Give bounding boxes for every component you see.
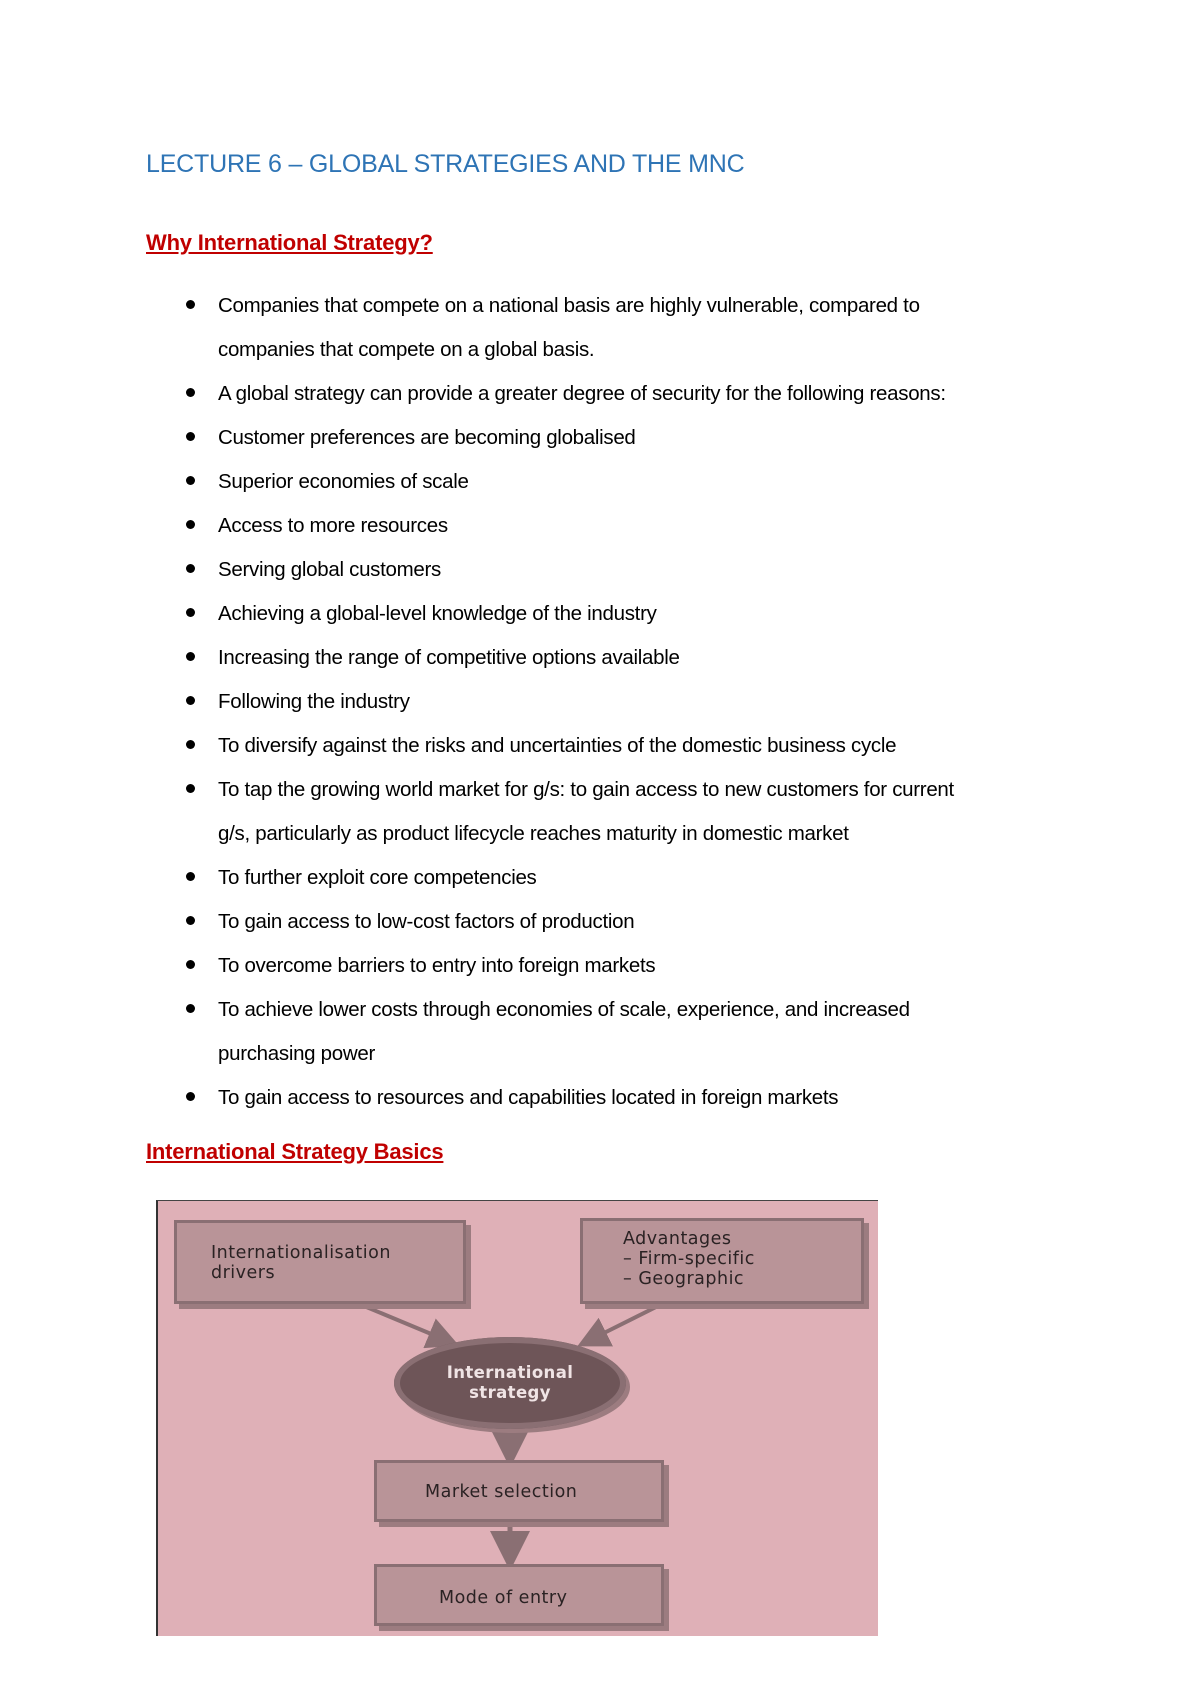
list-item: To achieve lower costs through economies of scale, experience, and increased bbox=[218, 988, 1118, 1032]
bullet-icon bbox=[186, 300, 195, 309]
bullet-icon bbox=[186, 696, 195, 705]
list-item: Access to more resources bbox=[218, 504, 1118, 548]
list-item: Companies that compete on a national basis are highly vulnerable, compared to bbox=[218, 284, 1118, 328]
bullet-icon bbox=[186, 916, 195, 925]
list-item: Customer preferences are becoming globalised bbox=[218, 416, 1118, 460]
bullet-icon bbox=[186, 652, 195, 661]
market-selection-box: Market selection bbox=[374, 1460, 664, 1522]
bullet-icon bbox=[186, 520, 195, 529]
bullet-icon bbox=[186, 872, 195, 881]
bullet-icon bbox=[186, 432, 195, 441]
list-item: To overcome barriers to entry into foreign markets bbox=[218, 944, 1118, 988]
internationalisation-drivers-box: Internationalisation drivers bbox=[174, 1220, 466, 1304]
list-item: To further exploit core competencies bbox=[218, 856, 1118, 900]
section-heading-why-international-strategy: Why International Strategy? bbox=[146, 230, 433, 255]
list-item: Superior economies of scale bbox=[218, 460, 1118, 504]
advantages-box: Advantages – Firm-specific – Geographic bbox=[580, 1218, 864, 1304]
arrow-drivers-to-strategy bbox=[364, 1306, 448, 1341]
list-item: To diversify against the risks and uncertainties of the domestic business cycle bbox=[218, 724, 1118, 768]
list-item: To gain access to low-cost factors of production bbox=[218, 900, 1118, 944]
bullet-icon bbox=[186, 476, 195, 485]
list-item: Increasing the range of competitive options available bbox=[218, 636, 1118, 680]
list-item: Following the industry bbox=[218, 680, 1118, 724]
international-strategy-diagram bbox=[156, 1200, 878, 1636]
section-heading-international-strategy-basics: International Strategy Basics bbox=[146, 1139, 444, 1164]
list-item-continuation: g/s, particularly as product lifecycle reaches maturity in domestic market bbox=[218, 822, 849, 845]
bullet-icon bbox=[186, 1004, 195, 1013]
list-item: To gain access to resources and capabilities located in foreign markets bbox=[218, 1076, 1118, 1120]
list-item-continuation: companies that compete on a global basis. bbox=[218, 338, 595, 361]
international-strategy-ellipse: International strategy bbox=[394, 1337, 626, 1429]
list-item: A global strategy can provide a greater degree of security for the following reasons: bbox=[218, 372, 1118, 416]
mode-of-entry-box: Mode of entry bbox=[374, 1564, 664, 1626]
list-item: Achieving a global-level knowledge of the industry bbox=[218, 592, 1118, 636]
bullet-icon bbox=[186, 784, 195, 793]
list-item: To tap the growing world market for g/s: to gain access to new customers for current bbox=[218, 768, 1118, 812]
bullet-icon bbox=[186, 740, 195, 749]
bullet-icon bbox=[186, 564, 195, 573]
bullet-icon bbox=[186, 960, 195, 969]
list-item-continuation: purchasing power bbox=[218, 1042, 376, 1065]
page-title: LECTURE 6 – GLOBAL STRATEGIES AND THE MNC bbox=[146, 150, 745, 178]
bullet-icon bbox=[186, 1092, 195, 1101]
list-item: Serving global customers bbox=[218, 548, 1118, 592]
bullet-icon bbox=[186, 608, 195, 617]
arrow-advantages-to-strategy bbox=[588, 1306, 658, 1341]
bullet-icon bbox=[186, 388, 195, 397]
